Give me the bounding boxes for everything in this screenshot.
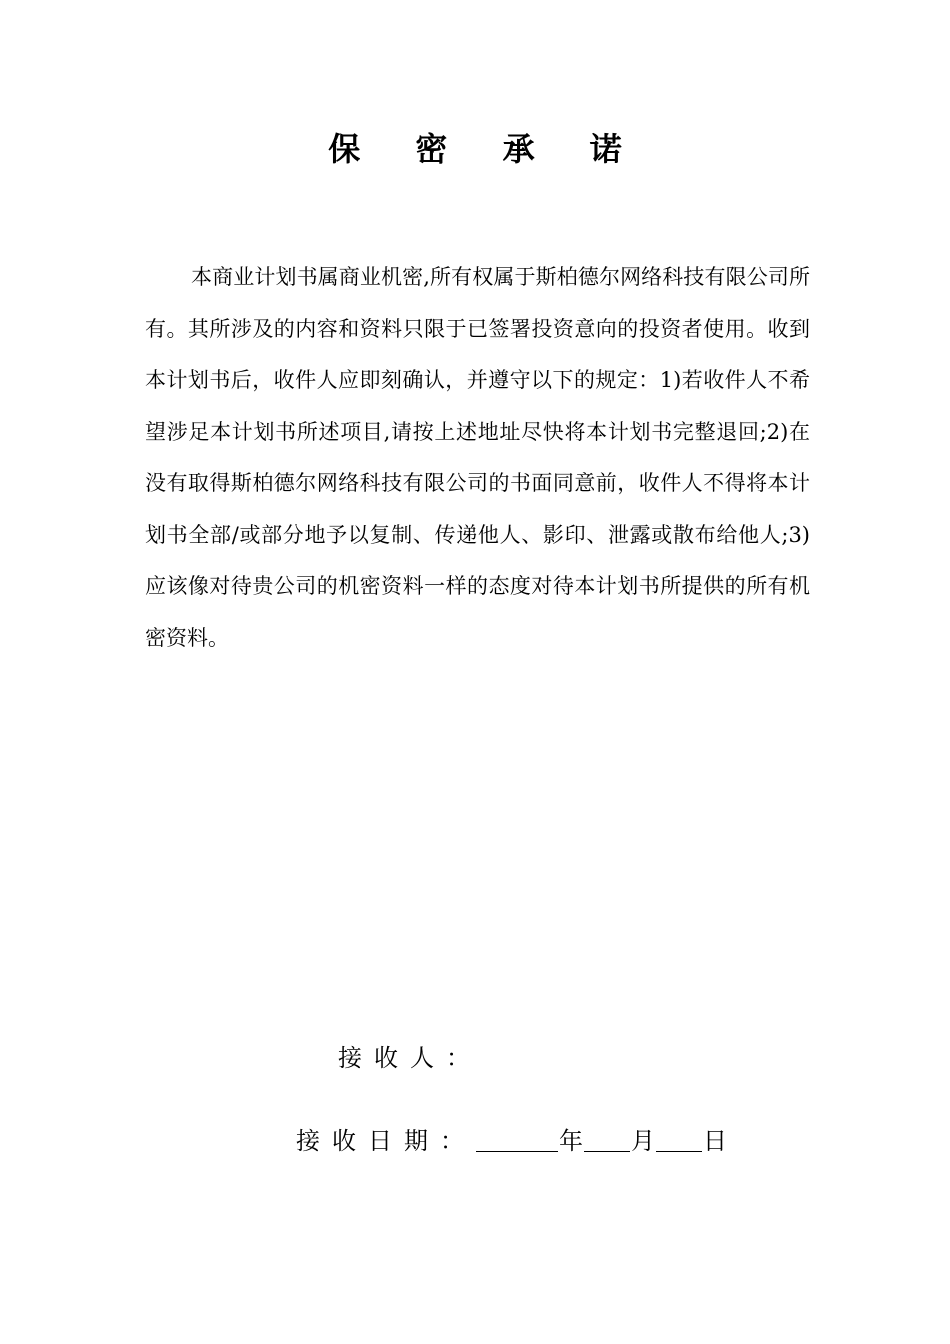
- confidentiality-body-text: 本商业计划书属商业机密,所有权属于斯柏德尔网络科技有限公司所有。其所涉及的内容和资料只限于已签署投资意向的投资者使用。收到本计划书后，收件人应即刻确认，并遵守以下的规定：1)若收件人不希望涉足本计划书所述项目,请按上述地址尽快将本计划书完整退回;2)在没有取得斯柏德尔网络科技有限公司的书面同意前，收件人不得将本计划书全部/或部分地予以复制、传递他人、影印、泄露或散布给他人;3)应该像对待贵公司的机密资料一样的态度对待本计划书所提供的所有机密资料。: [145, 265, 810, 650]
- month-unit: 月: [631, 1127, 655, 1155]
- receiver-label: 接收人：: [338, 1044, 482, 1072]
- day-blank: [656, 1125, 702, 1152]
- year-blank: [476, 1125, 558, 1152]
- receive-date-label: 接收日期：: [296, 1127, 476, 1155]
- year-unit: 年: [559, 1127, 583, 1155]
- day-unit: 日: [703, 1127, 727, 1155]
- receiver-line: [338, 1040, 482, 1076]
- month-blank: [584, 1125, 630, 1152]
- receive-date-line: [296, 1123, 728, 1159]
- page-title: 保 密 承 诺: [328, 130, 644, 168]
